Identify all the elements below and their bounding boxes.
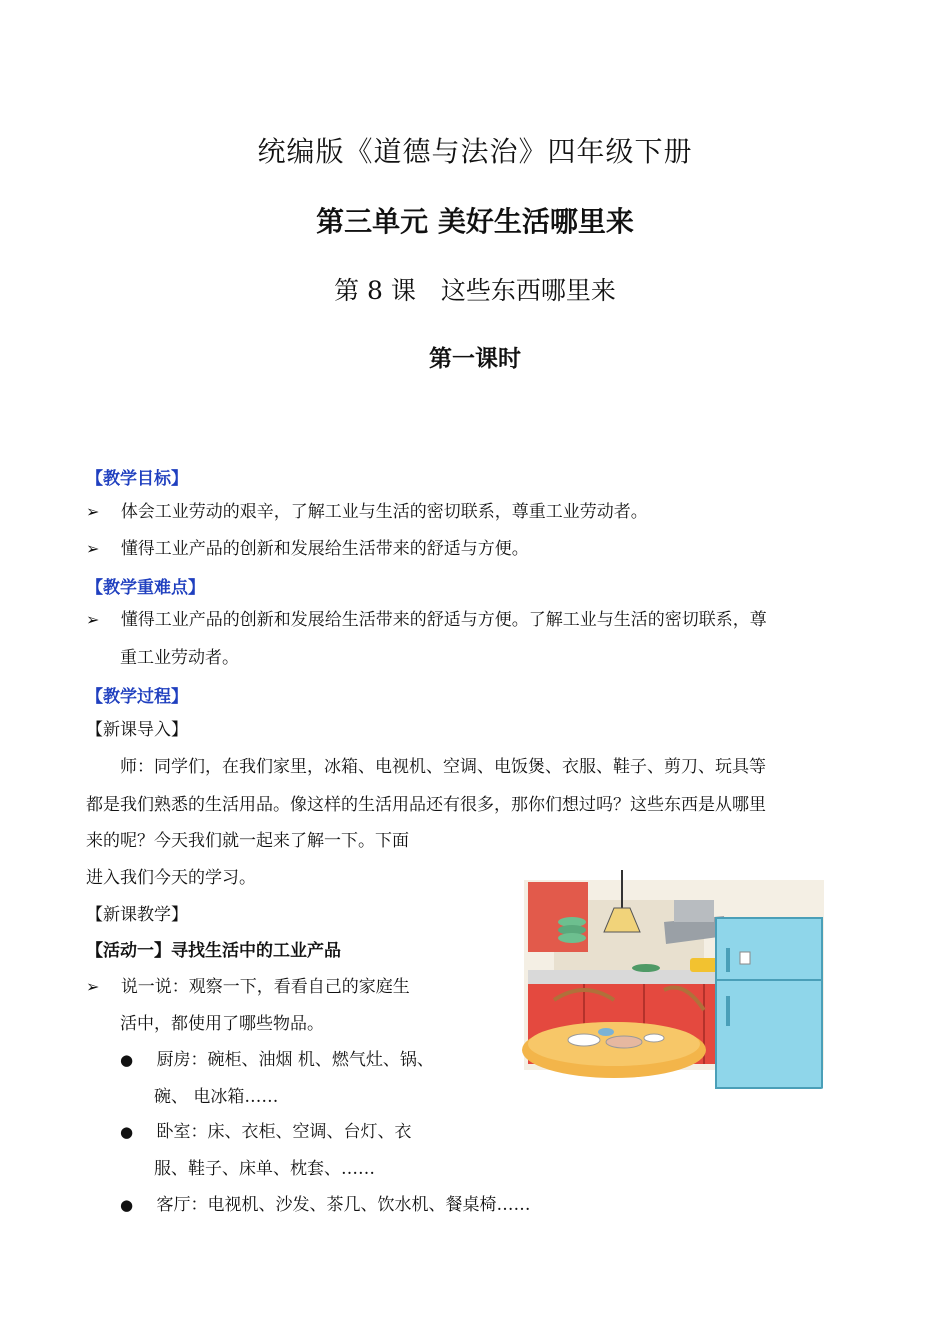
key-point-item bbox=[86, 601, 767, 639]
activity-one-heading bbox=[86, 932, 341, 970]
intro-paragraph-line: 来的呢？今天我们就一起来了解一下。下面 bbox=[86, 831, 409, 851]
bullet-icon: ● bbox=[120, 1196, 134, 1214]
room-text-cont: 服、鞋子、床单、枕套、…… bbox=[154, 1159, 375, 1179]
room-text: 客厅：电视机、沙发、茶几、饮水机、餐桌椅…… bbox=[156, 1195, 531, 1215]
period-title: 第一课时 bbox=[429, 345, 521, 372]
arrow-bullet-icon: ➢ bbox=[86, 610, 100, 629]
arrow-bullet-icon: ➢ bbox=[86, 977, 100, 996]
bullet-icon: ● bbox=[120, 1123, 134, 1141]
arrow-bullet-icon: ➢ bbox=[86, 502, 100, 521]
bullet-icon: ● bbox=[120, 1051, 134, 1069]
say-item bbox=[86, 968, 410, 1006]
intro-paragraph-line: 师：同学们，在我们家里，冰箱、电视机、空调、电饭煲、衣服、鞋子、剪刀、玩具等 bbox=[120, 757, 766, 777]
objective-item bbox=[86, 493, 648, 531]
unit-title: 第三单元 美好生活哪里来 bbox=[316, 205, 634, 238]
intro-heading: 【新课导入】 bbox=[86, 720, 188, 740]
intro-paragraph-line: 进入我们今天的学习。 bbox=[86, 868, 256, 888]
room-text: 厨房：碗柜、油烟 机、燃气灶、锅、 bbox=[156, 1050, 434, 1070]
key-point-text: 懂得工业产品的创新和发展给生活带来的舒适与方便。了解工业与生活的密切联系，尊 bbox=[120, 610, 767, 630]
objective-item bbox=[86, 530, 529, 568]
intro-paragraph-line: 都是我们熟悉的生活用品。像这样的生活用品还有很多，那你们想过吗？这些东西是从哪里 bbox=[86, 795, 766, 815]
say-text-cont: 活中，都使用了哪些物品。 bbox=[120, 1014, 324, 1034]
objective-text: 懂得工业产品的创新和发展给生活带来的舒适与方便。 bbox=[120, 539, 529, 559]
room-text: 卧室：床、衣柜、空调、台灯、衣 bbox=[156, 1122, 412, 1142]
objectives-heading: 【教学目标】 bbox=[86, 469, 188, 489]
book-title: 统编版《道德与法治》四年级下册 bbox=[257, 135, 693, 168]
lesson-title: 第 8 课 这些东西哪里来 bbox=[334, 276, 616, 305]
key-points-heading: 【教学重难点】 bbox=[86, 578, 205, 598]
room-text-cont: 碗、 电冰箱…… bbox=[154, 1087, 279, 1107]
kitchen-illustration bbox=[514, 860, 840, 1090]
arrow-bullet-icon: ➢ bbox=[86, 539, 100, 558]
room-item-bedroom bbox=[120, 1113, 412, 1151]
activity-label: 【活动一】 bbox=[86, 941, 171, 961]
activity-title: 寻找生活中的工业产品 bbox=[171, 941, 341, 961]
process-heading: 【教学过程】 bbox=[86, 687, 188, 707]
kitchen-illustration-svg bbox=[514, 860, 840, 1090]
key-point-text-cont: 重工业劳动者。 bbox=[120, 648, 239, 668]
room-item-living-room bbox=[120, 1186, 531, 1224]
new-lesson-heading: 【新课教学】 bbox=[86, 905, 188, 925]
room-item-kitchen bbox=[120, 1041, 434, 1079]
say-text: 说一说：观察一下，看看自己的家庭生 bbox=[120, 977, 410, 997]
objective-text: 体会工业劳动的艰辛，了解工业与生活的密切联系，尊重工业劳动者。 bbox=[120, 502, 648, 522]
